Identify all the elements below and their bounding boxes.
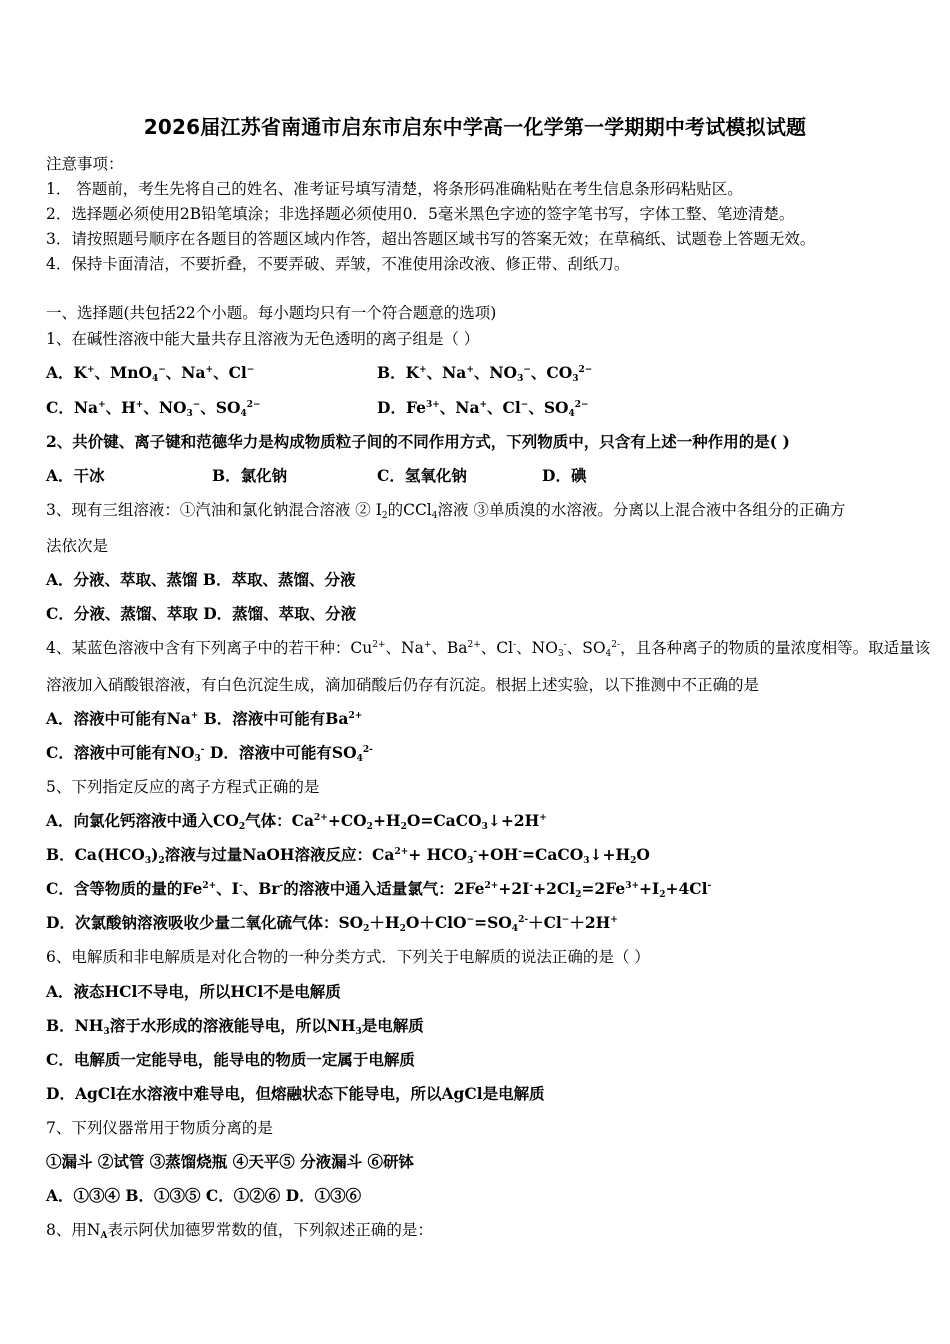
option-d: D．AgCl在水溶液中难导电，但熔融状态下能导电，所以AgCl是电解质 [46,1084,545,1103]
notes-item: 2．选择题必须使用2B铅笔填涂；非选择题必须使用0．5毫米黑色字迹的签字笔书写，字体工整、笔迹清楚。 [46,205,795,223]
option-line [46,464,586,486]
page-title: 2026届江苏省南通市启东市启东中学高一化学第一学期期中考试模拟试题 [143,115,807,139]
question-stem: 7、下列仪器常用于物质分离的是 [46,1119,273,1137]
question-stem: 8、用$N_A$表示阿伏加德罗常数的值，下列叙述正确的是： [46,1221,433,1241]
question-stem: 2、共价键、离子键和范德华力是构成物质粒子间的不同作用方式，下列物质中，只含有上述一种作用的是( ) [46,432,790,451]
option-a: A．向氯化钙溶液中通入$CO_2$气体：$Ca^{2+}+CO_2+H_2O=CaCO_3↓+2H^+$ [46,811,547,832]
section-heading: 一、选择题(共包括22个小题。每小题均只有一个符合题意的选项) [46,304,497,322]
option-c: C．电解质一定能导电，能导电的物质一定属于电解质 [46,1050,415,1069]
question-stem: 6、电解质和非电解质是对化合物的一种分类方式．下列关于电解质的说法正确的是（ ） [46,948,650,966]
question-stem: 3、现有三组溶液：①汽油和氯化钠混合溶液 ② $I_2$的CCl$_4$溶液 ③单质溴的水溶液。分离以上混合液中各组分的正确方 [46,501,846,521]
option-d: D．次氯酸钠溶液吸收少量二氧化硫气体：$SO_2+H_2O+ClO^-=SO_4^{2-}+Cl^-+2H^+$ [46,913,618,934]
option-c: C．氢氧化钠 [377,466,467,485]
option-line: A．分液、萃取、蒸馏 B．萃取、蒸馏、分液 [46,570,356,589]
option-line: A．①③④ B．①③⑤ C．①②⑥ D．①③⑥ [46,1186,362,1205]
option-b: B．氯化钠 [212,466,288,485]
option-line [46,361,592,383]
option-c: C．含等物质的量的$Fe^{2+}$、I-、Br-的溶液中通入适量氯气：$2Fe^{2+}+2I^-+2Cl_2=2Fe^{3+}+I_2+4Cl^-$ [46,879,712,900]
option-d: D．碘 [542,466,587,485]
option-c: C．Na+、H+、$NO_3^-$、$SO_4^{2-}$ [46,398,261,419]
notes-item: 4．保持卡面清洁，不要折叠，不要弄破、弄皱，不准使用涂改液、修正带、刮纸刀。 [46,255,630,273]
option-b: B．$Ca(HCO_3)_2$溶液与过量NaOH溶液反应：$Ca^{2+}+$ $HCO_3^-+OH^-=CaCO_3↓+H_2O$ [46,845,650,866]
notes-item: 1． 答题前，考生先将自己的姓名、准考证号填写清楚，将条形码准确粘贴在考生信息条形码粘贴区。 [46,180,743,198]
option-d: D．$Fe^{3+}$、Na+、Cl−、$SO_4^{2-}$ [377,398,589,419]
question-stem: 4、某蓝色溶液中含有下列离子中的若干种：$Cu^{2+}$、Na+、$Ba^{2+}$、Cl-、$NO_3^-$、$SO_4^{2-}$，且各种离子的物质的量浓度相等。取适量该 [46,639,931,659]
notes-item: 3．请按照题号顺序在各题目的答题区域内作答，超出答题区域书写的答案无效；在草稿纸、试题卷上答题无效。 [46,230,816,248]
option-b: B．K+、Na+、$NO_3^-$、$CO_3^{2-}$ [377,363,593,384]
option-line: A．溶液中可能有Na+ B．溶液中可能有$Ba^{2+}$ [46,709,363,728]
notes-heading: 注意事项： [46,155,124,173]
question-stem-continued: 法依次是 [46,537,109,555]
option-a: A．干冰 [46,466,105,485]
option-a: A．K+、MnO$_4$−、Na+、Cl− [46,363,255,384]
option-line [46,396,589,418]
instrument-list: ①漏斗 ②试管 ③蒸馏烧瓶 ④天平⑤ 分液漏斗 ⑥研钵 [46,1152,414,1171]
option-line: C．溶液中可能有$NO_3^-$ D．溶液中可能有$SO_4^{2-}$ [46,743,373,764]
question-stem: 5、下列指定反应的离子方程式正确的是 [46,778,320,796]
question-stem-continued: 溶液加入硝酸银溶液，有白色沉淀生成，滴加硝酸后仍存有沉淀。根据上述实验，以下推测中不正确的是 [46,676,760,694]
option-b: B．$NH_3$溶于水形成的溶液能导电，所以$NH_3$是电解质 [46,1016,424,1037]
question-stem: 1、在碱性溶液中能大量共存且溶液为无色透明的离子组是（ ） [46,330,480,348]
option-line: C．分液、蒸馏、萃取 D．蒸馏、萃取、分液 [46,604,357,623]
option-a: A．液态HCl不导电，所以HCl不是电解质 [46,982,341,1001]
